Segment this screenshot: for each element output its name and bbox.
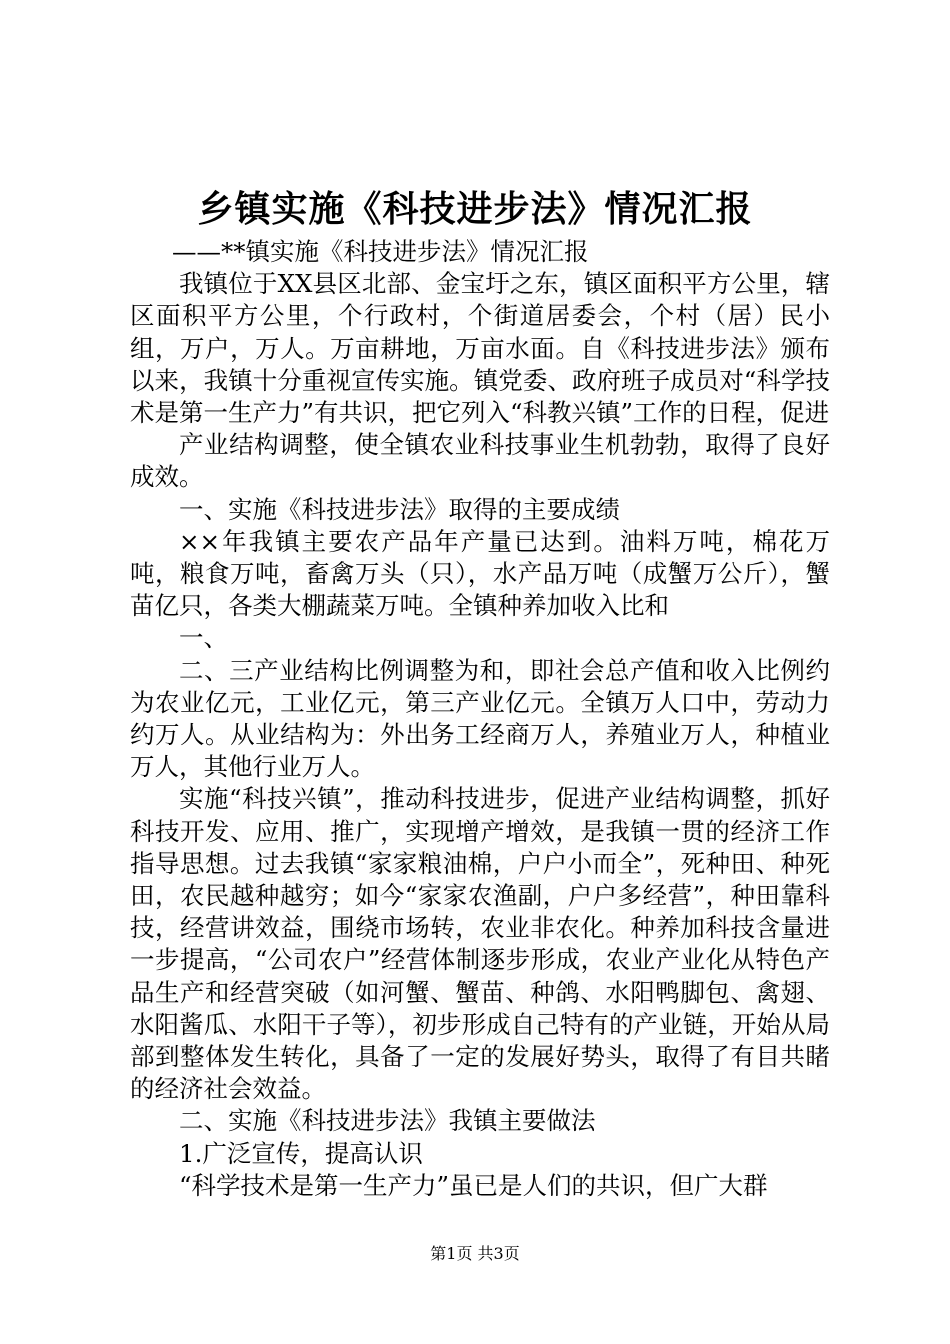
document-subtitle: ——**镇实施《科技进步法》情况汇报	[172, 237, 589, 266]
subsection-heading-publicity: 1.广泛宣传，提高认识	[179, 1138, 423, 1168]
paragraph-industry-structure: 二、三产业结构比例调整为和，即社会总产值和收入比例约为农业亿元，工业亿元，第三产业亿元。全镇万人口中，劳动力约万人。从业结构为：外出务工经商万人，养殖业万人，种植业万人，其他行业万人。	[130, 655, 830, 782]
section-heading-practices: 二、实施《科技进步法》我镇主要做法	[179, 1106, 596, 1136]
document-body	[130, 236, 830, 1202]
paragraph-tech-development: 实施“科技兴镇”，推动科技进步，促进产业结构调整，抓好科技开发、应用、推广，实现增产增效，是我镇一贯的经济工作指导思想。过去我镇“家家粮油棉，户户小而全”，死种田、种死田，农民越种越穷；如今“家家农渔副，户户多经营”，种田靠科技，经营讲效益，围绕市场转，农业非农化。种养加科技含量进一步提高，“公司农户”经营体制逐步形成，农业产业化从特色产品生产和经营突破（如河蟹、蟹苗、种鸽、水阳鸭脚包、禽翅、水阳酱瓜、水阳干子等），初步形成自己特有的产业链，开始从局部到整体发生转化，具备了一定的发展好势头，取得了有目共睹的经济社会效益。	[130, 784, 830, 1104]
paragraph-intro: 我镇位于XX县区北部、金宝圩之东，镇区面积平方公里，辖区面积平方公里，个行政村，个街道居委会，个村（居）民小组，万户，万人。万亩耕地，万亩水面。自《科技进步法》颁布以来，我镇十分重视宣传实施。镇党委、政府班子成员对“科学技术是第一生产力”有共识，把它列入“科教兴镇”工作的日程，促进	[130, 269, 830, 428]
paragraph-publicity: “科学技术是第一生产力”虽已是人们的共识，但广大群	[179, 1170, 768, 1200]
section-heading-achievements: 一、实施《科技进步法》取得的主要成绩	[179, 494, 620, 524]
document-title: 乡镇实施《科技进步法》情况汇报	[197, 188, 753, 230]
paragraph-output: ××年我镇主要农产品年产量已达到。油料万吨，棉花万吨，粮食万吨，畜禽万头（只），水产品万吨（成蟹万公斤），蟹苗亿只，各类大棚蔬菜万吨。全镇种养加收入比和	[130, 526, 830, 621]
paragraph-fragment: 一、	[179, 623, 228, 653]
page-footer: 第1页 共3页	[430, 1244, 520, 1263]
paragraph-intro-continued: 产业结构调整，使全镇农业科技事业生机勃勃，取得了良好成效。	[130, 430, 830, 492]
